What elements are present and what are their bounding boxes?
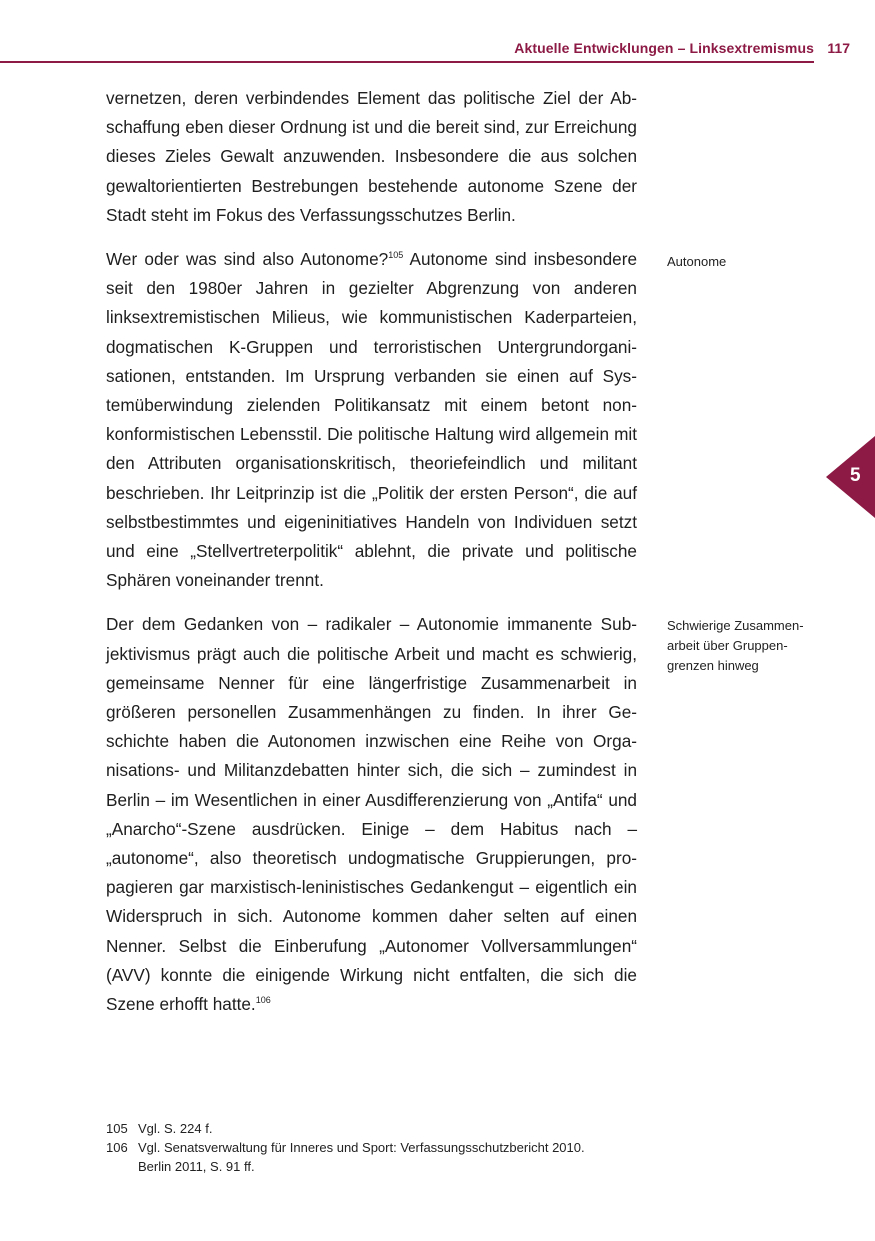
footnote-number: 106 [106,1140,128,1155]
chapter-tab[interactable] [826,436,875,518]
paragraph-2-text-a: Wer oder was sind also Autonome? [106,249,389,270]
footnote-106 [106,1138,666,1176]
footnote-text: Vgl. S. 224 f. [138,1121,213,1136]
margin-note-autonome [667,252,827,272]
footnote-ref-105[interactable]: 105 [388,250,404,261]
footnotes [106,1119,666,1176]
main-text-column [106,84,637,1034]
header-rule [0,61,814,63]
footnote-number: 105 [106,1121,128,1136]
margin-note-line: Autonome [667,254,727,269]
footnote-text: Vgl. Senatsverwaltung für Inneres und Sport: Verfassungsschutzbericht 2010. [138,1140,585,1155]
margin-note-zusammenarbeit [667,616,827,676]
margin-note-line: Schwierige Zusammen- [667,618,804,633]
paragraph-2-text-b: Autonome sind insbesondere seit den 1980er Jahren in gezielter Abgrenzung von anderen linksextremistischen Milieus, wie kommunistischen Kaderparteien, dogmatischen K-Gruppen und terroristischen Untergrundorganisationen, entstanden. Im Ursprung verbanden sie einen auf Systemüberwindung zielenden Politikansatz mit einem betont nonkonformistischen Lebensstil. Die politische Haltung wird allgemein mit den Attributen organisationskritisch, theoriefeindlich und militant beschrieben. Ihr Leitprinzip ist die „Politik der ersten Person“, die auf selbstbestimmtes und eigeninitiatives Handeln von Individuen setzt und eine „Stellvertreterpolitik“ ablehnt, die private und politische Sphären voneinander trennt. [106,249,637,591]
paragraph-3 [106,610,637,1019]
header-title: Aktuelle Entwicklungen – Linksextremismus [514,40,814,56]
paragraph-2 [106,245,637,595]
footnote-105 [106,1119,666,1138]
page-number: 117 [827,40,850,56]
margin-note-line: arbeit über Gruppen- [667,638,788,653]
margin-note-line: grenzen hinweg [667,658,759,673]
paragraph-3-text: Der dem Gedanken von – radikaler – Autonomie immanente Subjektivismus prägt auch die politische Arbeit und macht es schwierig, gemeinsame Nenner für eine längerfristige Zusammenarbeit in größeren personellen Zusammenhängen zu finden. In ihrer Geschichte haben die Autonomen inzwischen eine Reihe von Organisations- und Militanzdebatten hinter sich, die sich – zumindest in Berlin – im Wesentlichen in einer Ausdifferenzierung von „Antifa“ und „Anarcho“-Szene ausdrücken. Einige – dem Habitus nach – „autonome“, also theoretisch undogmatische Gruppierungen, propagieren gar marxistisch-leninistisches Gedankengut – eigentlich ein Widerspruch in sich. Autonome kommen daher selten auf einen Nenner. Selbst die Einberufung „Autonomer Vollversammlungen“ (AVV) konnte die einigende Wirkung nicht entfalten, die sich die Szene erhofft hatte. [106,614,637,1015]
chapter-number: 5 [850,465,861,486]
footnote-text-line2: Berlin 2011, S. 91 ff. [138,1159,255,1174]
paragraph-1: vernetzen, deren verbindendes Element das politische Ziel der Abschaffung eben dieser Ordnung ist und die bereit sind, zur Erreichung dieses Zieles Gewalt anzuwenden. Insbesondere die aus solchen gewaltorientierten Bestrebungen bestehende autonome Szene der Stadt steht im Fokus des Verfassungsschutzes Berlin. [106,88,637,225]
footnote-ref-106[interactable]: 106 [255,995,271,1006]
